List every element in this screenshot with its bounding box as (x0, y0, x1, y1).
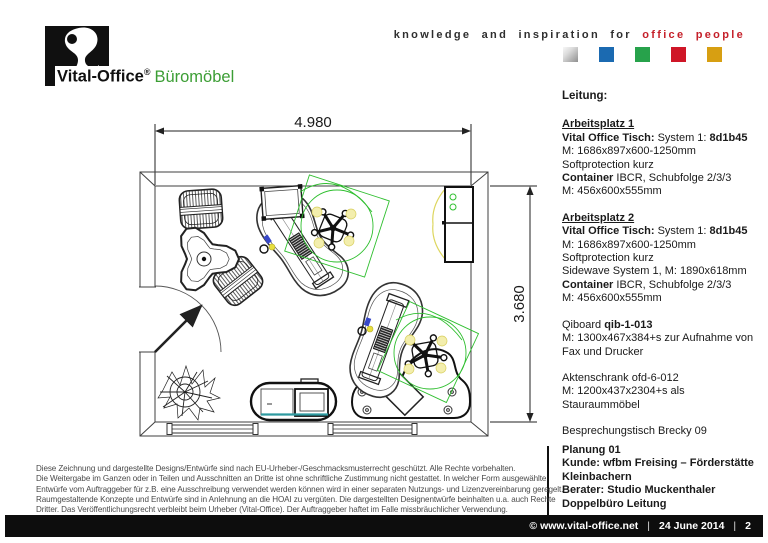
footer-page-number: 2 (745, 520, 751, 532)
disclaimer-line: Die Weitergabe im Ganzen oder in Teilen und Ausschnitten an Dritte ist ohne schriftliche Zustimmung nicht gestattet. In welcher Form ausgewählte (36, 474, 547, 484)
spec-line: Container IBCR, Schubfolge 2/3/3 (562, 172, 732, 185)
spec-line: Qiboard qib-1-013 (562, 318, 653, 331)
footer-separator: | (647, 520, 651, 532)
brand-square-1 (599, 47, 614, 62)
dimension-height-label: 3.680 (511, 285, 528, 323)
project-line: Planung 01 (562, 444, 621, 456)
spec-line: M: 1686x897x600-1250mm (562, 145, 696, 158)
spec-section (562, 372, 762, 412)
spec-section (562, 425, 762, 438)
spec-line: M: 1300x467x384+s zur Aufnahme von (562, 332, 754, 345)
brand-square-2 (635, 47, 650, 62)
project-line: Doppelbüro Leitung (562, 497, 667, 510)
plant (158, 366, 220, 420)
spec-line: Softprotection kurz (562, 158, 654, 171)
brand-square-0 (563, 47, 578, 62)
spec-line: Aktenschrank ofd-6-012 (562, 371, 679, 384)
project-line: Kunde: wfbm Freising – Förderstätte (562, 457, 754, 470)
panel-sections (562, 118, 762, 438)
dimension-width-label: 4.980 (294, 114, 332, 131)
door-leaf (155, 306, 201, 352)
tagline (394, 29, 745, 41)
spec-line: Container IBCR, Schubfolge 2/3/3 (562, 278, 732, 291)
footer-copyright: © www.vital-office.net (529, 520, 639, 532)
door-opening (139, 287, 157, 352)
disclaimer-line: Raumgestaltende Konzepte und Entwürfe sind in Anlehnung an die HOAI zu vergüten. Die dargestellten Designentwürfe beinhalten u.a. auch Rechte (36, 494, 556, 504)
spec-line: M: 456x600x555mm (562, 292, 662, 305)
panel-title: Leitung: (562, 90, 608, 102)
qiboard-sideboard (251, 379, 336, 420)
spec-section-heading: Arbeitsplatz 2 (562, 211, 635, 224)
spec-section (562, 118, 762, 198)
disclaimer-line: Dritter. Das Veröffentlichungsrecht verbleibt beim Urheber (Vital-Office). Der Auftraggeber haftet im Falle missbräuchlicher Verwendung. (36, 505, 508, 515)
disclaimer-line: Diese Zeichnung und dargestellte Designs/Entwürfe sind nach EU-Urheber-/Geschmacksmusterrecht geschützt. Alle Rechte vorbehalten. (36, 464, 516, 473)
cabinet-aktenschrank (433, 187, 473, 262)
window-1 (167, 424, 258, 435)
window-2 (328, 424, 417, 435)
spec-line: Besprechungstisch Brecky 09 (562, 425, 707, 438)
spec-line: M: 1686x897x600-1250mm (562, 238, 696, 251)
project-info-block (562, 444, 762, 511)
tagline-black: knowledge and inspiration for (393, 29, 632, 41)
spec-line: Vital Office Tisch: System 1: 8d1b45 (562, 131, 748, 144)
spec-line: Softprotection kurz (562, 252, 654, 265)
spec-section-heading: Arbeitsplatz 1 (562, 118, 635, 131)
brand-suffix: Büromöbel (154, 67, 235, 86)
project-line: Kleinbachern (562, 470, 632, 483)
specification-panel (562, 90, 762, 452)
spec-line: Vital Office Tisch: System 1: 8d1b45 (562, 225, 748, 238)
brand-name: Vital-Office (57, 67, 144, 86)
tagline-red: office people (642, 29, 745, 41)
brand-square-4 (707, 47, 722, 62)
spec-line: Stauraummöbel (562, 398, 640, 411)
brand-color-squares (563, 47, 722, 62)
spec-line: M: 1200x437x2304+s als (562, 385, 685, 398)
spec-section (562, 212, 762, 306)
spec-section (562, 319, 762, 359)
logo-wordmark (55, 66, 238, 88)
project-line: Berater: Studio Muckenthaler (562, 484, 716, 497)
woven-chair-a (179, 189, 224, 230)
disclaimer-text (36, 464, 564, 515)
container-1 (259, 184, 304, 221)
floor-plan (128, 100, 548, 456)
footer-date: 24 June 2014 (659, 520, 725, 532)
footer-bar (5, 515, 763, 537)
footer-separator: | (733, 520, 737, 532)
spec-line: Fax und Drucker (562, 345, 644, 358)
spec-line: M: 456x600x555mm (562, 185, 662, 198)
disclaimer-line: Entwürfe vom Auftraggeber für z.B. eine Ausschreibung verwendet werden können wird in einer separaten Nutzungs- und Lizenzvereinbarung geregelt. (36, 484, 564, 494)
registered-mark: ® (143, 67, 151, 77)
brand-square-3 (671, 47, 686, 62)
spec-line: Sidewave System 1, M: 1890x618mm (562, 265, 747, 278)
